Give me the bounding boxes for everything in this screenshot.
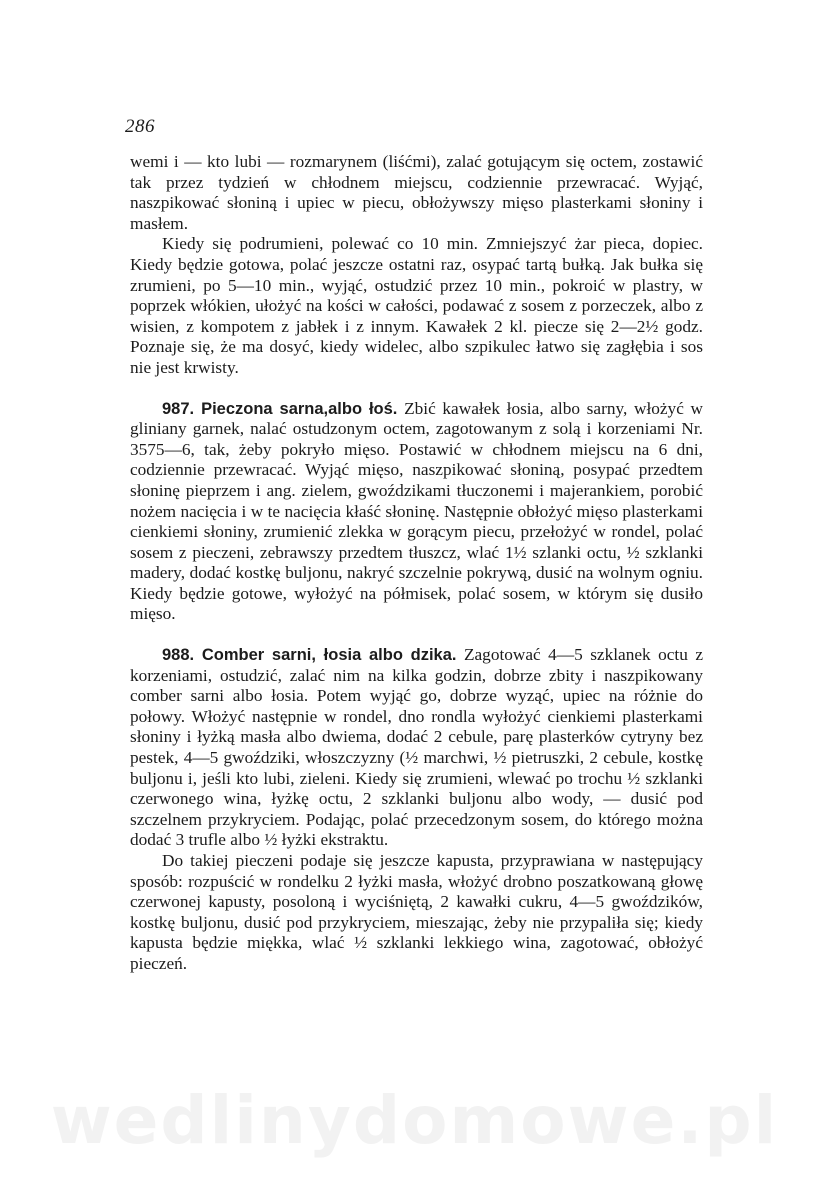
recipe-heading <box>162 646 456 664</box>
recipe-987 <box>130 399 703 626</box>
paragraph-text: Kiedy się podrumieni, polewać co 10 min. Zmniejszyć żar pieca, dopiec. Kiedy będzie gotowa, polać jeszcze ostatni raz, osypać tartą bułką. Jak bułka się zrumieni, po 5—10 min., wyjąć, ostudzić przez 10 min., pokroić w plastry, w poprzek włókien, ułożyć na kości w całości, podawać z sosem z porzeczek, albo z wisien, z kompotem z jabłek i z innym. Kawałek 2 kl. piecze się 2—2½ godz. Poznaje się, że ma dosyć, kiedy widelec, albo szpikulec łatwo się zagłębia i sos nie jest krwisty. <box>130 234 703 377</box>
recipe-number: 988. <box>162 646 195 665</box>
recipe-text <box>130 152 703 975</box>
page-number: 286 <box>125 116 155 137</box>
paragraph-cabbage <box>130 851 703 975</box>
recipe-number: 987. <box>162 399 195 418</box>
paragraph-continuation <box>130 152 703 234</box>
recipe-title: Pieczona sarna,albo łoś. <box>201 399 398 418</box>
paragraph-text: Do takiej pieczeni podaje się jeszcze kapusta, przyprawiana w następujący sposób: rozpuścić w rondelku 2 łyżki masła, włożyć drobno poszatkowaną głowę czerwonej kapusty, posoloną i wyciśniętą, 2 kawałki cukru, 4—5 gwoździków, kostkę buljonu, dusić pod przykryciem, mieszając, żeby nie przypaliła się; kiedy kapusta będzie miękka, wlać ½ szklanki lekkiego wina, zagotować, obłożyć pieczeń. <box>130 851 703 973</box>
paragraph-roasting <box>130 234 703 378</box>
recipe-title: Comber sarni, łosia albo dzika. <box>201 646 457 665</box>
recipe-988 <box>130 645 703 851</box>
paragraph-text: wemi i — kto lubi — rozmarynem (liśćmi), zalać gotującym się octem, zostawić tak przez tydzień w chłodnem miejscu, codziennie przewracać. Wyjąć, naszpikować słoniną i upiec w piecu, obłożywszy mięso plasterkami słoniny i masłem. <box>130 152 703 233</box>
recipe-body: Zagotować 4—5 szklanek octu z korzeniami, ostudzić, zalać nim na kilka godzin, dobrze zbity i naszpikowany comber sarni albo łosia. Potem wyjąć go, dobrze wyząć, upiec na różnie do połowy. Włożyć następnie w rondel, dno rondla wyłożyć cienkiemi plasterkami słoniny i łyżką masła albo dwiema, dodać 2 cebule, parę plasterków cytryny bez pestek, 4—5 gwoździki, włoszczyzny (½ marchwi, ½ pietruszki, 2 cebule, kostkę buljonu i, jeśli kto lubi, zieleni. Kiedy się zrumieni, wlewać po trochu ½ szklanki czerwonego wina, łyżkę octu, 2 szklanki buljonu albo wody, — dusić pod szczelnem przykryciem. Podając, polać przecedzonym sosem, do którego można dodać 3 trufle albo ½ łyżki ekstraktu. <box>130 645 703 850</box>
recipe-heading <box>162 400 397 418</box>
watermark: wedlinydomowe.pl <box>50 1082 779 1159</box>
recipe-body: Zbić kawałek łosia, albo sarny, włożyć w gliniany garnek, nalać ostudzonym octem, zagotowanym z solą i korzeniami Nr. 3575—6, tak, żeby pokryło mięso. Postawić w chłodnem miejscu na 6 dni, codziennie przewracać. Wyjąć mięso, naszpikować słoniną, posypać przedtem słoninę pieprzem i ang. zielem, gwoździkami tłuczonemi i majerankiem, porobić nożem nacięcia i w te nacięcia kłaść słoninę. Następnie obłożyć mięso plasterkami cienkiemi słoniny, zrumienić zlekka w gorącym piecu, przełożyć w rondel, polać sosem z pieczeni, zebrawszy przedtem tłuszcz, wlać 1½ szlanki octu, ½ szklanki madery, dodać kostkę buljonu, nakryć szczelnie pokrywą, dusić na wolnym ogniu. Kiedy będzie gotowe, wyłożyć na półmisek, polać sosem, w którym się dusiło mięso. <box>130 398 704 624</box>
